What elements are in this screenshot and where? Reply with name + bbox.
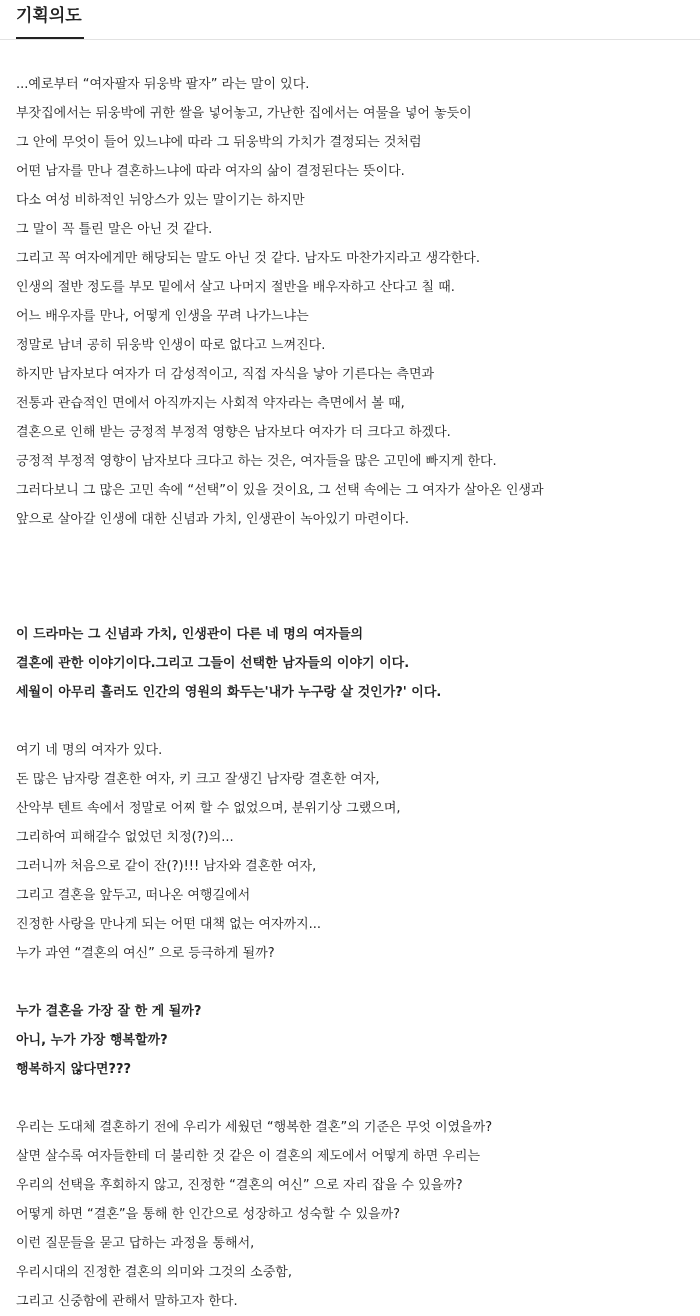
text-line: 그러니까 처음으로 같이 잔(?)!!! 남자와 결혼한 여자, bbox=[16, 859, 317, 874]
text-line: 우리는 도대체 결혼하기 전에 우리가 세웠던 “행복한 결혼”의 기준은 무엇 이였을까? bbox=[16, 1120, 493, 1135]
text-line: 부잣집에서는 뒤웅박에 귀한 쌀을 넣어놓고, 가난한 집에서는 여물을 넣어 놓듯이 bbox=[16, 106, 472, 121]
text-line: 살면 살수록 여자들한테 더 불리한 것 같은 이 결혼의 제도에서 어떻게 하면 우리는 bbox=[16, 1149, 481, 1164]
text-line: 이 드라마는 그 신념과 가치, 인생관이 다른 네 명의 여자들의 bbox=[16, 627, 364, 642]
text-line: 긍정적 부정적 영향이 남자보다 크다고 하는 것은, 여자들을 많은 고민에 빠지게 한다. bbox=[16, 454, 497, 469]
paragraph-spacer bbox=[16, 577, 696, 620]
paragraph-spacer bbox=[16, 707, 696, 736]
text-line: 그러다보니 그 많은 고민 속에 “선택”이 있을 것이요, 그 선택 속에는 그 여자가 살아온 인생과 bbox=[16, 483, 544, 498]
paragraph-four-women bbox=[16, 736, 696, 968]
article-body bbox=[16, 70, 696, 1316]
text-line: ...예로부터 “여자팔자 뒤웅박 팔자” 라는 말이 있다. bbox=[16, 77, 310, 92]
text-line: 그리고 신중함에 관해서 말하고자 한다. bbox=[16, 1294, 238, 1309]
text-line: 진정한 사랑을 만나게 되는 어떤 대책 없는 여자까지... bbox=[16, 917, 322, 932]
text-line: 결혼으로 인해 받는 긍정적 부정적 영향은 남자보다 여자가 더 크다고 하겠다. bbox=[16, 425, 451, 440]
paragraph-spacer bbox=[16, 1084, 696, 1113]
paragraph-intro bbox=[16, 70, 696, 534]
paragraph-drama-summary bbox=[16, 620, 696, 707]
text-line: 그리고 결혼을 앞두고, 떠나온 여행길에서 bbox=[16, 888, 251, 903]
text-line: 누가 결혼을 가장 잘 한 게 될까? bbox=[16, 1004, 202, 1019]
text-line: 그 안에 무엇이 들어 있느냐에 따라 그 뒤웅박의 가치가 결정되는 것처럼 bbox=[16, 135, 422, 150]
paragraph-spacer bbox=[16, 968, 696, 997]
text-line: 다소 여성 비하적인 뉘앙스가 있는 말이기는 하지만 bbox=[16, 193, 305, 208]
text-line: 하지만 남자보다 여자가 더 감성적이고, 직접 자식을 낳아 기른다는 측면과 bbox=[16, 367, 435, 382]
text-line: 어떻게 하면 “결혼”을 통해 한 인간으로 성장하고 성숙할 수 있을까? bbox=[16, 1207, 401, 1222]
text-line: 누가 과연 “결혼의 여신” 으로 등극하게 될까? bbox=[16, 946, 275, 961]
text-line: 앞으로 살아갈 인생에 대한 신념과 가치, 인생관이 녹아있기 마련이다. bbox=[16, 512, 409, 527]
text-line: 세월이 아무리 흘러도 인간의 영원의 화두는'내가 누구랑 살 것인가?' 이다. bbox=[16, 685, 442, 700]
text-line: 이런 질문들을 묻고 답하는 과정을 통해서, bbox=[16, 1236, 255, 1251]
text-line: 그리고 꼭 여자에게만 해당되는 말도 아닌 것 같다. 남자도 마찬가지라고 생각한다. bbox=[16, 251, 481, 266]
text-line: 그 말이 꼭 틀린 말은 아닌 것 같다. bbox=[16, 222, 213, 237]
text-line: 어느 배우자를 만나, 어떻게 인생을 꾸려 나가느냐는 bbox=[16, 309, 309, 324]
text-line: 우리시대의 진정한 결혼의 의미와 그것의 소중함, bbox=[16, 1265, 292, 1280]
text-line: 그리하여 피해갈수 없었던 치정(?)의... bbox=[16, 830, 234, 845]
text-line: 돈 많은 남자랑 결혼한 여자, 키 크고 잘생긴 남자랑 결혼한 여자, bbox=[16, 772, 380, 787]
text-line: 여기 네 명의 여자가 있다. bbox=[16, 743, 163, 758]
text-line: 행복하지 않다면??? bbox=[16, 1062, 132, 1077]
text-line: 인생의 절반 정도를 부모 밑에서 살고 나머지 절반을 배우자하고 산다고 칠 때. bbox=[16, 280, 455, 295]
text-line: 결혼에 관한 이야기이다.그리고 그들이 선택한 남자들의 이야기 이다. bbox=[16, 656, 410, 671]
page-title: 기획의도 bbox=[16, 6, 82, 26]
text-line: 우리의 선택을 후회하지 않고, 진정한 “결혼의 여신” 으로 자리 잡을 수 있을까? bbox=[16, 1178, 463, 1193]
text-line: 정말로 남녀 공히 뒤웅박 인생이 따로 없다고 느껴진다. bbox=[16, 338, 326, 353]
paragraph-questions bbox=[16, 997, 696, 1084]
title-underline bbox=[16, 37, 84, 39]
paragraph-spacer bbox=[16, 534, 696, 577]
paragraph-conclusion bbox=[16, 1113, 696, 1316]
text-line: 어떤 남자를 만나 결혼하느냐에 따라 여자의 삶이 결정된다는 뜻이다. bbox=[16, 164, 405, 179]
section-header bbox=[0, 0, 700, 40]
text-line: 전통과 관습적인 면에서 아직까지는 사회적 약자라는 측면에서 볼 때, bbox=[16, 396, 405, 411]
text-line: 산악부 텐트 속에서 정말로 어찌 할 수 없었으며, 분위기상 그랬으며, bbox=[16, 801, 401, 816]
text-line: 아니, 누가 가장 행복할까? bbox=[16, 1033, 168, 1048]
